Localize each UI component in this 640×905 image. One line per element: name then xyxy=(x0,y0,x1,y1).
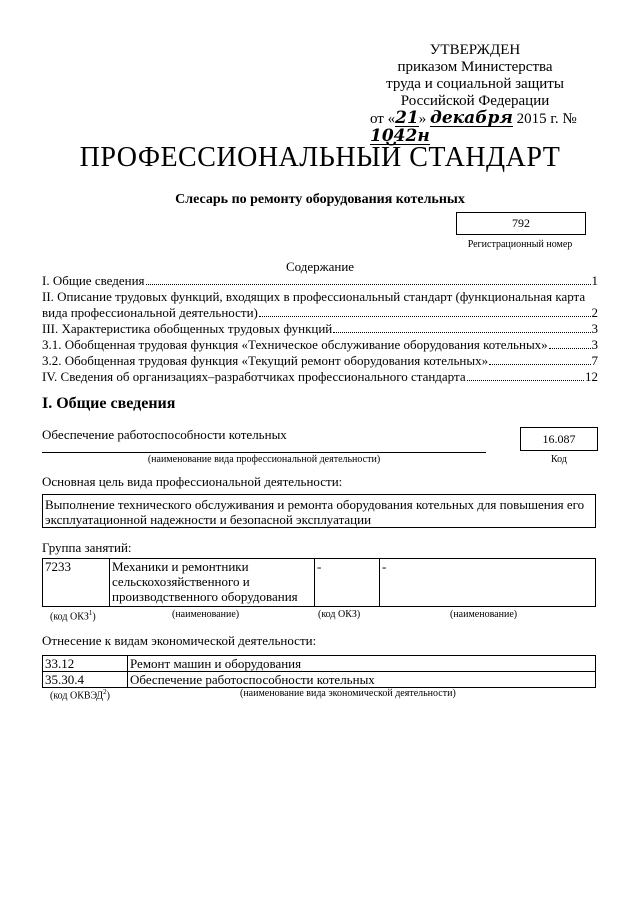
table-row xyxy=(43,656,596,672)
approval-block xyxy=(310,42,640,146)
standard-subtitle: Слесарь по ремонту оборудования котельных xyxy=(175,192,465,207)
approval-status: УТВЕРЖДЕН xyxy=(429,42,521,58)
approval-order: приказом Министерства xyxy=(397,59,553,75)
toc-item[interactable] xyxy=(42,353,598,369)
okz-name-cell: Механики и ремонтники сельскохозяйственного и производственного оборудования xyxy=(110,559,315,607)
toc-item-page: 7 xyxy=(591,353,598,368)
toc-item[interactable] xyxy=(42,337,598,353)
order-day-handwritten: 21 xyxy=(395,108,419,128)
okz-code-cell-2: - xyxy=(315,559,380,607)
toc-item-page: 3 xyxy=(591,321,598,336)
activity-kind-value: Обеспечение работоспособности котельных xyxy=(42,427,287,442)
toc-dots xyxy=(467,380,584,381)
footnote-mark: 2 xyxy=(103,688,107,696)
approval-order-line xyxy=(310,110,640,146)
toc-item[interactable] xyxy=(42,289,598,321)
okz-code-cell: 7233 xyxy=(43,559,110,607)
toc-item-page: 3 xyxy=(591,337,598,352)
toc-item-text: 3.2. Обобщенная трудовая функция «Текущий ремонт оборудования котельных» xyxy=(42,353,489,368)
okved-name-cell: Обеспечение работоспособности котельных xyxy=(128,672,596,688)
activity-kind-underline xyxy=(42,452,486,453)
toc-item[interactable] xyxy=(42,321,598,337)
toc-item[interactable] xyxy=(42,369,598,385)
order-prefix: от « xyxy=(370,111,396,127)
activity-code-box: 16.087 xyxy=(520,427,598,451)
registration-number-box: 792 xyxy=(456,212,586,235)
toc-item-text: II. Описание трудовых функций, входящих в профессиональный стандарт (функциональная карта xyxy=(42,289,586,304)
caption-text: (код ОКВЭД xyxy=(50,690,104,702)
okved-name-cell: Ремонт машин и оборудования xyxy=(128,656,596,672)
toc-dots xyxy=(146,284,591,285)
order-month-handwritten: декабря xyxy=(430,108,513,128)
caption-text: ) xyxy=(106,690,110,702)
toc-dots xyxy=(549,348,591,349)
okved-code-cell: 33.12 xyxy=(43,656,128,672)
order-year: 2015 г. № xyxy=(516,111,577,127)
order-number-handwritten: 1042н xyxy=(370,126,430,146)
okved-name-caption: (наименование вида экономической деятельности) xyxy=(240,688,456,699)
okz-code-caption xyxy=(50,609,96,622)
approval-ministry: труда и социальной защиты xyxy=(386,76,564,92)
okved-code-caption xyxy=(50,688,110,701)
table-of-contents xyxy=(42,273,598,385)
toc-item[interactable] xyxy=(42,273,598,289)
econ-label: Отнесение к видам экономической деятельности: xyxy=(42,633,317,648)
table-row xyxy=(43,672,596,688)
okz-name-caption-2: (наименование) xyxy=(450,609,518,620)
activity-kind-caption: (наименование вида профессиональной деятельности) xyxy=(147,454,381,465)
okz-name-caption: (наименование) xyxy=(172,609,240,620)
approval-country: Российской Федерации xyxy=(400,93,550,109)
section-title: I. Общие сведения xyxy=(42,395,176,412)
toc-item-text: III. Характеристика обобщенных трудовых функций xyxy=(42,321,333,336)
econ-table xyxy=(42,655,596,688)
toc-item-text: I. Общие сведения xyxy=(42,273,145,288)
okz-code-caption-2: (код ОКЗ) xyxy=(318,609,361,620)
toc-dots xyxy=(259,316,591,317)
toc-item-text: IV. Сведения об организациях–разработчиках профессионального стандарта xyxy=(42,369,466,384)
toc-dots xyxy=(333,332,590,333)
page-title: ПРОФЕССИОНАЛЬНЫЙ СТАНДАРТ xyxy=(79,142,561,173)
caption-text: ) xyxy=(92,611,96,623)
toc-item-page: 12 xyxy=(585,369,598,384)
table-row xyxy=(43,559,596,607)
toc-title: Содержание xyxy=(285,259,355,274)
activity-code-caption: Код xyxy=(551,454,567,465)
toc-item-text: 3.1. Обобщенная трудовая функция «Техническое обслуживание оборудования котельных» xyxy=(42,337,548,352)
occupation-label: Группа занятий: xyxy=(42,540,132,555)
toc-item-page: 1 xyxy=(591,273,598,288)
okz-name-cell-2: - xyxy=(380,559,596,607)
toc-dots xyxy=(489,364,590,365)
goal-label: Основная цель вида профессиональной деятельности: xyxy=(42,474,343,489)
caption-text: (код ОКЗ xyxy=(50,611,89,623)
goal-box: Выполнение технического обслуживания и ремонта оборудования котельных для повышения его эксплуатационной надежности и безопасной эксплуатации xyxy=(42,494,596,528)
toc-item-page: 2 xyxy=(591,305,598,320)
toc-item-text-cont: вида профессиональной деятельности) xyxy=(42,305,258,320)
okved-code-cell: 35.30.4 xyxy=(43,672,128,688)
occupation-table xyxy=(42,558,596,607)
footnote-mark: 1 xyxy=(88,609,93,617)
order-mid: » xyxy=(418,111,427,127)
registration-number-label: Регистрационный номер xyxy=(467,239,573,250)
